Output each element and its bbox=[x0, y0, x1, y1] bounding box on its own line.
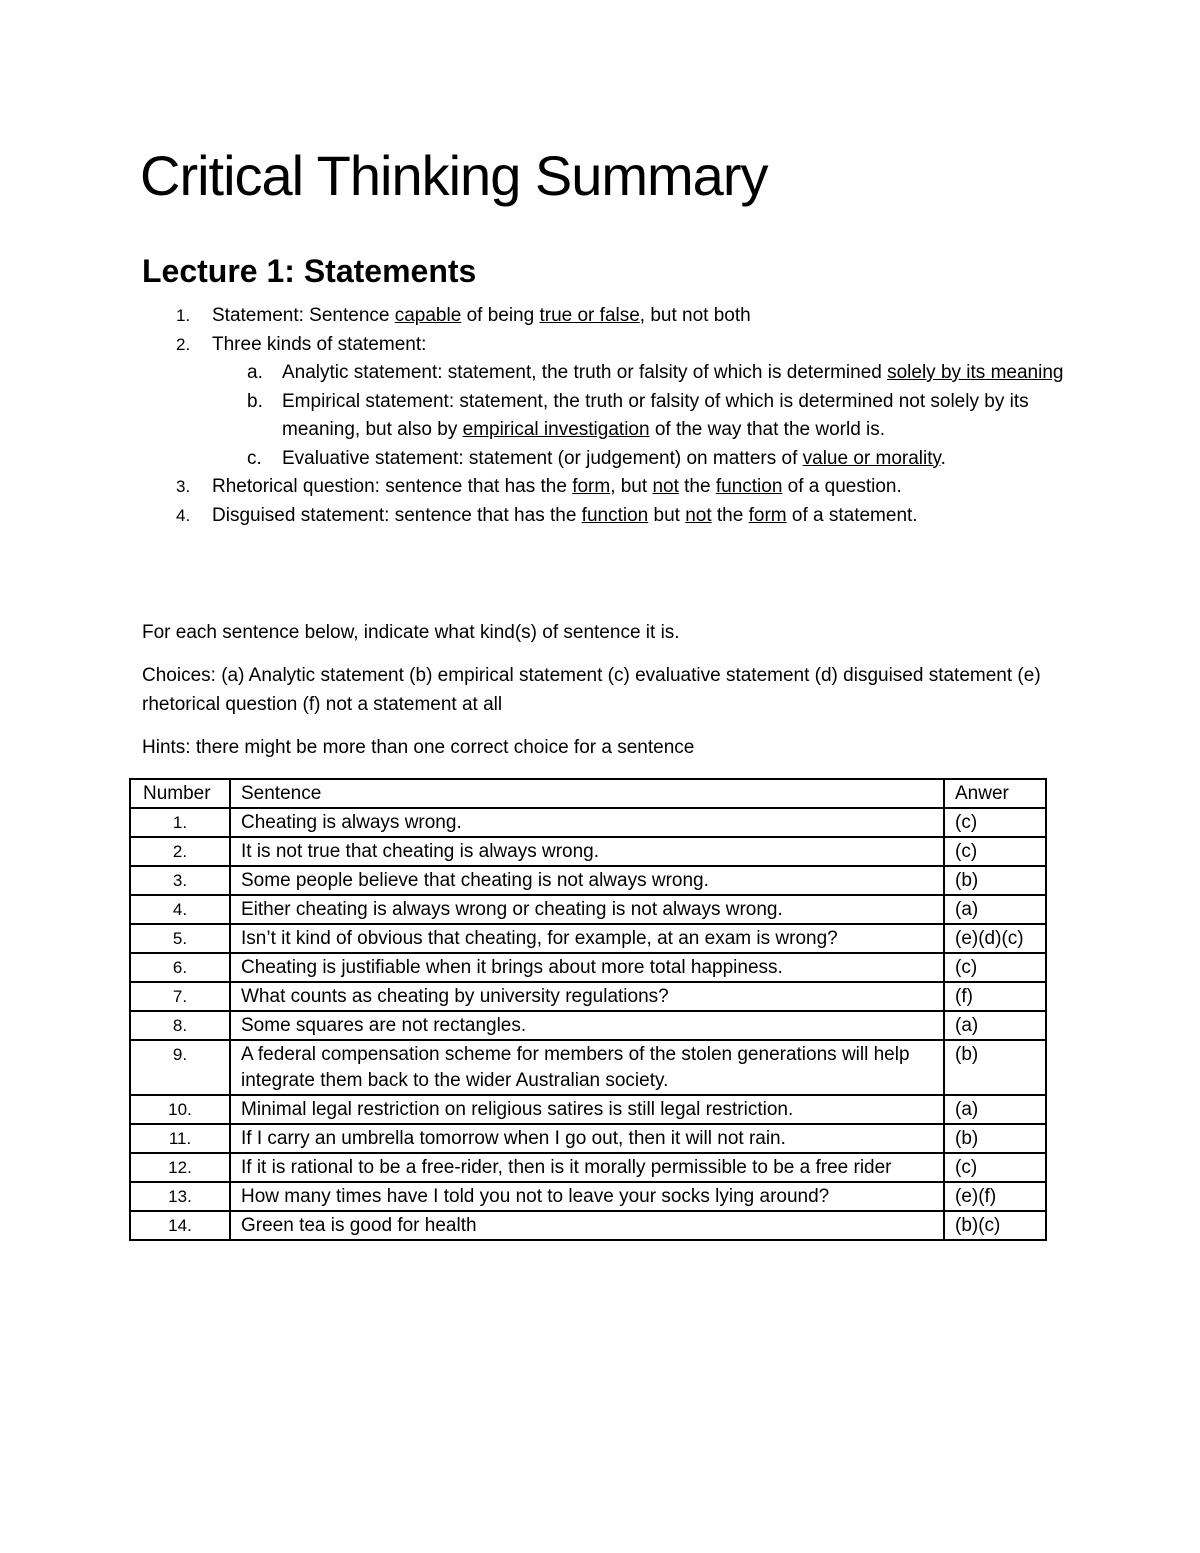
list-text: the bbox=[711, 504, 749, 526]
row-number-cell: 7. bbox=[130, 982, 230, 1011]
list-text: the bbox=[678, 476, 716, 497]
list-item-number: 3. bbox=[176, 477, 191, 496]
choices-text: Choices: (a) Analytic statement (b) empirical statement (c) evaluative statement (d) disguised statement (e) rhetorical question (f) not a statement at all bbox=[142, 665, 1041, 715]
row-sentence-cell: It is not true that cheating is always wrong. bbox=[230, 837, 944, 866]
underlined-term: form bbox=[572, 476, 611, 497]
row-answer-cell: (b) bbox=[944, 1124, 1046, 1153]
list-item bbox=[142, 502, 1072, 531]
underlined-term: not bbox=[685, 504, 712, 526]
underlined-term: capable bbox=[394, 305, 462, 326]
header-answer: Anwer bbox=[944, 779, 1046, 808]
underlined-term: form bbox=[748, 504, 787, 526]
list-text: Evaluative statement: statement (or judgement) on matters of bbox=[282, 447, 803, 469]
row-sentence-cell: Some people believe that cheating is not always wrong. bbox=[230, 866, 944, 895]
row-number-cell: 10. bbox=[130, 1095, 230, 1124]
row-answer-cell: (a) bbox=[944, 1011, 1046, 1040]
row-number-cell: 4. bbox=[130, 895, 230, 924]
table-row bbox=[130, 895, 1046, 924]
row-answer-cell: (a) bbox=[944, 895, 1046, 924]
row-answer-cell: (a) bbox=[944, 1095, 1046, 1124]
row-sentence-cell: What counts as cheating by university regulations? bbox=[230, 982, 944, 1011]
row-number-cell: 14. bbox=[130, 1211, 230, 1240]
underlined-term: true or false bbox=[539, 305, 640, 326]
list-text: but bbox=[648, 504, 686, 526]
table-row bbox=[130, 1011, 1046, 1040]
table-row bbox=[130, 808, 1046, 837]
underlined-term: empirical investigation bbox=[462, 419, 650, 440]
table-row bbox=[130, 1153, 1046, 1182]
sub-list-item-text bbox=[282, 362, 1063, 383]
row-number-cell: 8. bbox=[130, 1011, 230, 1040]
definitions-list bbox=[142, 302, 1072, 530]
table-row bbox=[130, 837, 1046, 866]
list-text: of being bbox=[461, 305, 540, 326]
row-answer-cell: (b) bbox=[944, 866, 1046, 895]
underlined-term: solely by its meaning bbox=[887, 362, 1064, 383]
list-item-text bbox=[212, 505, 918, 526]
row-sentence-cell: Cheating is always wrong. bbox=[230, 808, 944, 837]
table-row bbox=[130, 982, 1046, 1011]
list-item-number: 4. bbox=[176, 505, 191, 525]
header-number: Number bbox=[130, 779, 230, 808]
list-text: of the way that the world is. bbox=[649, 419, 886, 440]
table-body bbox=[130, 808, 1046, 1240]
row-answer-cell: (c) bbox=[944, 837, 1046, 866]
lecture-heading: Lecture 1: Statements bbox=[142, 253, 477, 289]
row-number-cell: 6. bbox=[130, 953, 230, 982]
table-row bbox=[130, 1182, 1046, 1211]
underlined-term: not bbox=[652, 476, 679, 497]
list-text: of a question. bbox=[782, 476, 902, 497]
row-sentence-cell: If it is rational to be a free-rider, then is it morally permissible to be a free rider bbox=[230, 1153, 944, 1182]
list-text: Rhetorical question: sentence that has the bbox=[212, 476, 573, 497]
sub-list-item-letter: b. bbox=[247, 390, 263, 412]
row-number-cell: 5. bbox=[130, 924, 230, 953]
row-sentence-cell: If I carry an umbrella tomorrow when I go out, then it will not rain. bbox=[230, 1124, 944, 1153]
list-item-text bbox=[212, 476, 902, 497]
list-item-text bbox=[212, 334, 426, 355]
list-item-text bbox=[212, 305, 751, 326]
row-answer-cell: (b)(c) bbox=[944, 1211, 1046, 1240]
table-row bbox=[130, 1211, 1046, 1240]
table-row bbox=[130, 924, 1046, 953]
row-answer-cell: (e)(d)(c) bbox=[944, 924, 1046, 953]
document-title: Critical Thinking Summary bbox=[140, 144, 768, 207]
list-text: , but bbox=[610, 476, 653, 497]
table-row bbox=[130, 1095, 1046, 1124]
row-answer-cell: (f) bbox=[944, 982, 1046, 1011]
row-number-cell: 3. bbox=[130, 866, 230, 895]
row-answer-cell: (c) bbox=[944, 1153, 1046, 1182]
list-item bbox=[142, 302, 1072, 331]
row-sentence-cell: Either cheating is always wrong or cheating is not always wrong. bbox=[230, 895, 944, 924]
underlined-term: function bbox=[581, 504, 649, 526]
header-sentence: Sentence bbox=[230, 779, 944, 808]
row-sentence-cell: Green tea is good for health bbox=[230, 1211, 944, 1240]
list-text: . bbox=[940, 447, 946, 469]
sub-list-item bbox=[142, 445, 1072, 474]
row-number-cell: 2. bbox=[130, 837, 230, 866]
row-sentence-cell: How many times have I told you not to leave your socks lying around? bbox=[230, 1182, 944, 1211]
list-text: Analytic statement: statement, the truth or falsity of which is determined bbox=[282, 362, 888, 383]
list-text: Three kinds of statement: bbox=[212, 333, 427, 355]
row-answer-cell: (c) bbox=[944, 808, 1046, 837]
row-sentence-cell: Some squares are not rectangles. bbox=[230, 1011, 944, 1040]
exercise-table bbox=[129, 778, 1047, 1241]
row-answer-cell: (e)(f) bbox=[944, 1182, 1046, 1211]
row-answer-cell: (b) bbox=[944, 1040, 1046, 1095]
row-number-cell: 13. bbox=[130, 1182, 230, 1211]
sub-list-item-text bbox=[282, 391, 1029, 441]
table-row bbox=[130, 866, 1046, 895]
table-header-row bbox=[130, 779, 1046, 808]
list-item-number: 2. bbox=[176, 334, 191, 354]
list-item-number: 1. bbox=[176, 306, 191, 325]
list-text: , but not both bbox=[639, 305, 751, 326]
list-item bbox=[142, 331, 1072, 360]
row-answer-cell: (c) bbox=[944, 953, 1046, 982]
list-text: Statement: Sentence bbox=[212, 305, 395, 326]
row-number-cell: 12. bbox=[130, 1153, 230, 1182]
sub-list-item bbox=[142, 388, 1072, 445]
row-number-cell: 9. bbox=[130, 1040, 230, 1095]
list-text: Empirical statement: statement, the truth or falsity of which is determined not solely by its meaning, but also by bbox=[282, 390, 1029, 440]
list-item bbox=[142, 473, 1072, 502]
sub-list-item bbox=[142, 359, 1072, 388]
row-sentence-cell: A federal compensation scheme for members of the stolen generations will help integrate them back to the wider Australian society. bbox=[230, 1040, 944, 1095]
hints-text: Hints: there might be more than one correct choice for a sentence bbox=[142, 737, 695, 758]
sub-list-item-letter: a. bbox=[247, 362, 263, 383]
instructions-text: For each sentence below, indicate what kind(s) of sentence it is. bbox=[142, 622, 680, 643]
row-sentence-cell: Cheating is justifiable when it brings about more total happiness. bbox=[230, 953, 944, 982]
row-number-cell: 11. bbox=[130, 1124, 230, 1153]
list-text: of a statement. bbox=[786, 504, 918, 526]
list-text: Disguised statement: sentence that has the bbox=[212, 504, 582, 526]
table-row bbox=[130, 953, 1046, 982]
table-row bbox=[130, 1040, 1046, 1095]
row-number-cell: 1. bbox=[130, 808, 230, 837]
row-sentence-cell: Isn’t it kind of obvious that cheating, for example, at an exam is wrong? bbox=[230, 924, 944, 953]
sub-list-item-letter: c. bbox=[247, 447, 262, 469]
underlined-term: function bbox=[715, 476, 783, 497]
sub-list-item-text bbox=[282, 448, 946, 469]
row-sentence-cell: Minimal legal restriction on religious satires is still legal restriction. bbox=[230, 1095, 944, 1124]
table-row bbox=[130, 1124, 1046, 1153]
underlined-term: value or morality bbox=[802, 447, 941, 469]
